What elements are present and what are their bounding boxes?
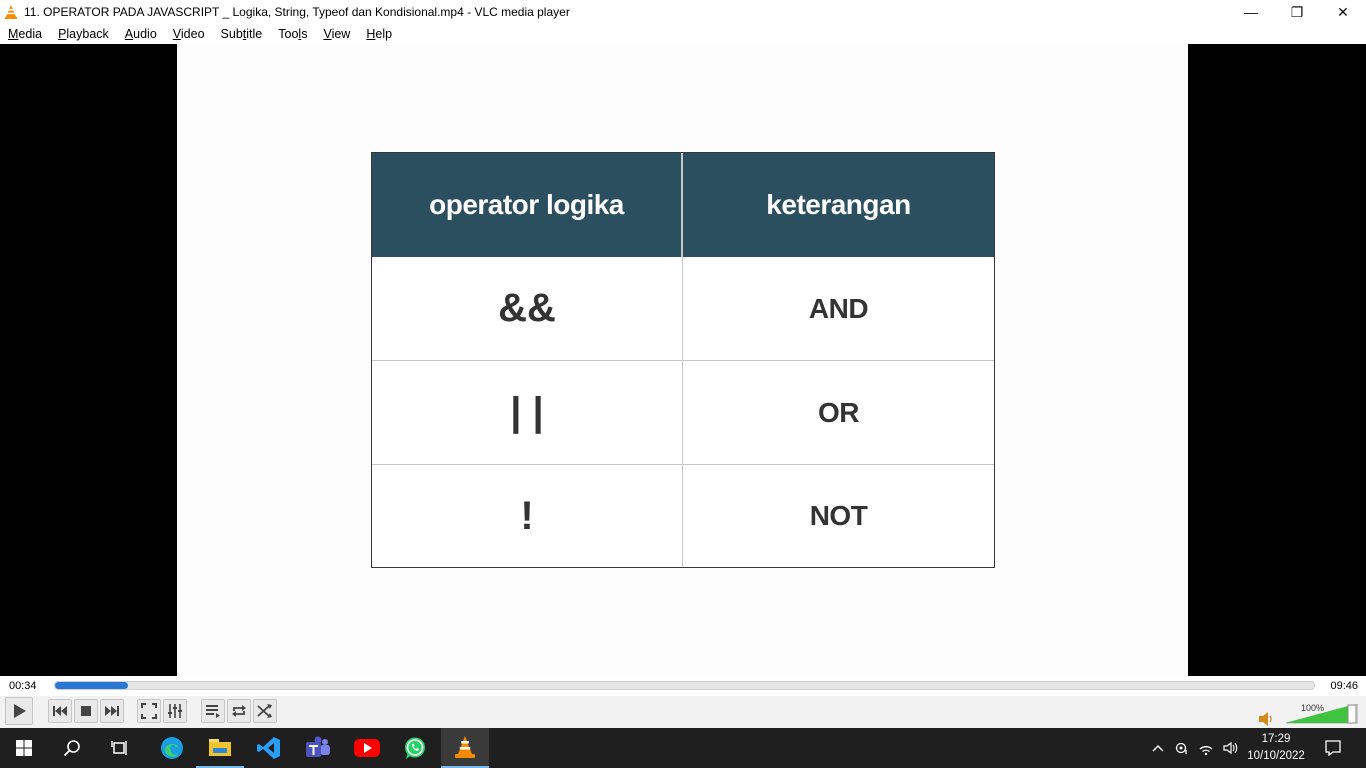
speaker-icon[interactable] xyxy=(1258,712,1274,726)
minimize-button[interactable]: — xyxy=(1244,4,1258,20)
vlc-icon xyxy=(454,735,476,759)
seek-progress xyxy=(55,682,128,689)
seek-slider[interactable] xyxy=(54,681,1315,690)
next-button[interactable] xyxy=(100,699,124,723)
table-cell-operator: && xyxy=(372,257,683,361)
current-time: 00:34 xyxy=(9,680,37,692)
menu-view[interactable]: View xyxy=(323,27,351,41)
file-explorer-icon xyxy=(208,737,232,757)
search-icon xyxy=(63,739,81,757)
taskbar-clock[interactable] xyxy=(1244,731,1308,765)
close-button[interactable]: ✕ xyxy=(1337,3,1349,20)
system-tray xyxy=(1146,728,1366,768)
table-header-operator: operator logika xyxy=(372,153,683,257)
video-area[interactable] xyxy=(0,44,1366,676)
menu-bar xyxy=(0,24,1366,44)
volume-percent: 100% xyxy=(1300,703,1324,713)
extended-settings-button[interactable] xyxy=(163,699,187,723)
camera-icon[interactable] xyxy=(1174,740,1190,756)
whatsapp-icon xyxy=(403,736,427,760)
wifi-icon[interactable] xyxy=(1198,740,1214,756)
fullscreen-button[interactable] xyxy=(137,699,161,723)
shuffle-icon xyxy=(257,704,273,718)
volume-tray-icon[interactable] xyxy=(1222,740,1238,756)
taskbar-vlc[interactable] xyxy=(441,728,489,768)
fullscreen-icon xyxy=(141,703,157,719)
taskbar-whatsapp[interactable] xyxy=(391,728,439,768)
stop-icon xyxy=(80,705,92,717)
shuffle-button[interactable] xyxy=(253,699,277,723)
menu-help[interactable]: Help xyxy=(366,27,393,41)
start-button[interactable] xyxy=(0,728,48,768)
clock-time: 17:29 xyxy=(1261,733,1291,745)
previous-button[interactable] xyxy=(48,699,72,723)
title-bar xyxy=(0,0,1366,24)
playlist-button[interactable] xyxy=(201,699,225,723)
loop-button[interactable] xyxy=(227,699,251,723)
previous-icon xyxy=(52,705,68,717)
start-icon xyxy=(16,740,32,756)
next-icon xyxy=(104,705,120,717)
menu-playback[interactable]: Playback xyxy=(58,27,109,41)
youtube-icon xyxy=(354,739,380,757)
operator-table xyxy=(371,152,995,568)
taskbar-vscode[interactable] xyxy=(245,728,293,768)
table-header-description: keterangan xyxy=(683,153,994,257)
show-hidden-icons-icon[interactable] xyxy=(1150,740,1166,756)
restore-button[interactable]: ❐ xyxy=(1290,3,1304,20)
taskbar-youtube[interactable] xyxy=(343,728,391,768)
vscode-icon xyxy=(257,736,281,760)
playlist-icon xyxy=(205,704,221,718)
table-cell-operator: | | xyxy=(372,361,683,465)
play-icon xyxy=(11,703,27,719)
search-button[interactable] xyxy=(48,728,96,768)
menu-audio[interactable]: Audio xyxy=(124,27,157,41)
table-cell-description: NOT xyxy=(683,465,994,567)
seek-row xyxy=(0,676,1366,696)
clock-date: 10/10/2022 xyxy=(1247,750,1305,762)
menu-video[interactable]: Video xyxy=(172,27,205,41)
total-time: 09:46 xyxy=(1330,680,1358,692)
play-button[interactable] xyxy=(5,697,33,725)
taskbar-file-explorer[interactable] xyxy=(196,728,244,768)
windows-taskbar xyxy=(0,728,1366,768)
window-controls xyxy=(1228,0,1366,24)
table-cell-operator: ! xyxy=(372,465,683,567)
menu-tools[interactable]: Tools xyxy=(278,27,308,41)
taskbar-teams[interactable] xyxy=(294,728,342,768)
video-frame xyxy=(177,44,1188,676)
teams-icon xyxy=(305,736,331,760)
edge-icon xyxy=(160,736,184,760)
volume-slider[interactable] xyxy=(1286,704,1358,724)
control-bar xyxy=(0,696,1366,728)
loop-icon xyxy=(231,704,247,718)
notification-icon[interactable] xyxy=(1324,739,1342,757)
task-view-icon xyxy=(111,740,129,756)
extended-settings-icon xyxy=(167,703,183,719)
table-cell-description: AND xyxy=(683,257,994,361)
window-title: 11. OPERATOR PADA JAVASCRIPT _ Logika, String, Typeof dan Kondisional.mp4 - VLC media player xyxy=(24,5,570,19)
menu-media[interactable]: Media xyxy=(8,27,43,41)
taskbar-edge[interactable] xyxy=(148,728,196,768)
volume-level xyxy=(1286,706,1348,723)
table-cell-description: OR xyxy=(683,361,994,465)
menu-subtitle[interactable]: Subtitle xyxy=(220,27,263,41)
vlc-cone-icon xyxy=(4,5,18,19)
task-view-button[interactable] xyxy=(96,728,144,768)
stop-button[interactable] xyxy=(74,699,98,723)
